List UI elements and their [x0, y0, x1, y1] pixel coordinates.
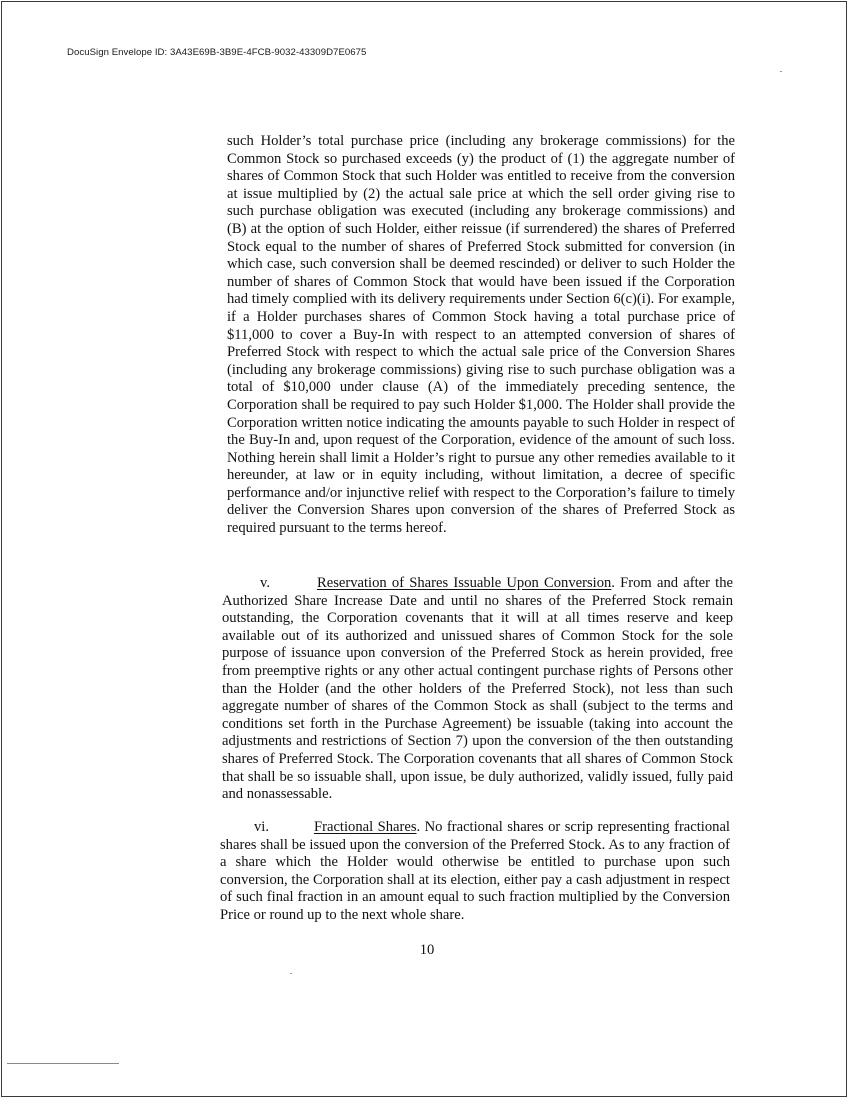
page-number: 10: [419, 942, 435, 958]
section-vi-number: vi.: [254, 819, 269, 835]
section-v-reservation-of-shares: [222, 575, 733, 804]
scan-speck: [780, 71, 782, 72]
section-vi-fractional-shares: [220, 819, 730, 925]
paragraph-buy-in-continuation: such Holder’s total purchase price (including any brokerage commissions) for the Common Stock so purchased exceeds (y) the product of (1) the aggregate number of shares of Common Stock that such Holder was entitled to receive from the conversion at issue multiplied by (2) the actual sale price at which the sell order giving rise to such purchase obligation was executed (including any brokerage commissions) and (B) at the option of such Holder, either reissue (if surrendered) the shares of Preferred Stock equal to the number of shares of Preferred Stock submitted for conversion (in which case, such conversion shall be deemed rescinded) or deliver to such Holder the number of shares of Common Stock that would have been issued if the Corporation had timely complied with its delivery requirements under Section 6(c)(i). For example, if a Holder purchases shares of Common Stock having a total purchase price of $11,000 to cover a Buy-In with respect to an attempted conversion of shares of Preferred Stock with respect to which the actual sale price of the Conversion Shares (including any brokerage commissions) giving rise to such purchase obligation was a total of $10,000 under clause (A) of the immediately preceding sentence, the Corporation shall be required to pay such Holder $1,000. The Holder shall provide the Corporation written notice indicating the amounts payable to such Holder in respect of the Buy-In and, upon request of the Corporation, evidence of the amount of such loss. Nothing herein shall limit a Holder’s right to pursue any other remedies available to it hereunder, at law or in equity including, without limitation, a decree of specific performance and/or injunctive relief with respect to the Corporation’s failure to timely deliver the Conversion Shares upon conversion of the shares of Preferred Stock as required pursuant to the terms hereof.: [227, 133, 735, 537]
section-v-body: . From and after the Authorized Share Increase Date and until no shares of the Preferred Stock remain outstanding, the Corporation covenants that it will at all times reserve and keep available out of its authorized and unissued shares of Common Stock for the sole purpose of issuance upon conversion of the Preferred Stock as herein provided, free from preemptive rights or any other actual contingent purchase rights of Persons other than the Holder (and the other holders of the Preferred Stock), not less than such aggregate number of shares of the Common Stock as shall (subject to the terms and conditions set forth in the Purchase Agreement) be issuable (taking into account the adjustments and restrictions of Section 7) upon the conversion of the then outstanding shares of Preferred Stock. The Corporation covenants that all shares of Common Stock that shall be so issuable shall, upon issue, be duly authorized, validly issued, fully paid and nonassessable.: [222, 575, 733, 803]
section-vi-body: . No fractional shares or scrip representing fractional shares shall be issued upon the conversion of the Preferred Stock. As to any fraction of a share which the Holder would otherwise be entitled to purchase upon such conversion, the Corporation shall at its election, either pay a cash adjustment in respect of such final fraction in an amount equal to such fraction multiplied by the Conversion Price or round up to the next whole share.: [220, 819, 730, 923]
section-v-heading: Reservation of Shares Issuable Upon Conversion: [317, 575, 612, 591]
section-vi-heading: Fractional Shares: [314, 819, 417, 835]
footer-rule: [7, 1063, 119, 1064]
section-v-number: v.: [260, 575, 270, 591]
scan-speck: [290, 973, 292, 974]
docusign-envelope-id: DocuSign Envelope ID: 3A43E69B-3B9E-4FCB-9032-43309D7E0675: [67, 47, 367, 58]
